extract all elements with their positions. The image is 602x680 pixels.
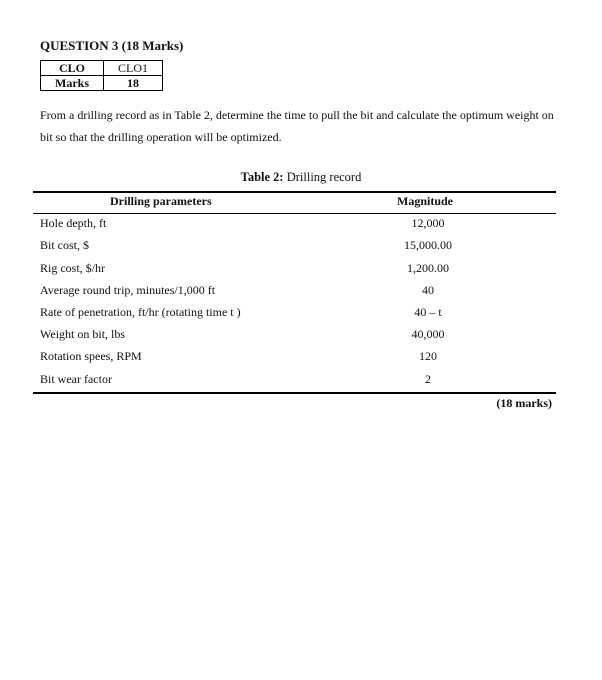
table-row xyxy=(40,348,540,364)
row-parameter: Rotation spees, RPM xyxy=(40,349,142,363)
row-magnitude: 1,200.00 xyxy=(407,261,449,275)
table-caption xyxy=(0,170,602,185)
row-parameter: Average round trip, minutes/1,000 ft xyxy=(40,283,216,297)
row-magnitude: 40 xyxy=(422,283,434,297)
table-row xyxy=(40,260,540,276)
clo-header-label: CLO xyxy=(41,61,104,76)
row-magnitude: 2 xyxy=(425,372,431,386)
marks-value: 18 xyxy=(104,76,163,91)
row-magnitude: 12,000 xyxy=(411,216,445,230)
table-bottom-rule xyxy=(33,392,556,394)
table-caption-text: Drilling record xyxy=(283,170,362,184)
table-row xyxy=(40,304,540,320)
table-row xyxy=(40,215,540,231)
row-magnitude: 15,000.00 xyxy=(404,238,452,252)
table-row xyxy=(40,237,540,253)
row-parameter: Bit cost, $ xyxy=(40,238,90,252)
row-parameter: Rate of penetration, ft/hr (rotating time t ) xyxy=(40,305,241,319)
row-parameter: Rig cost, $/hr xyxy=(40,261,105,275)
row-parameter: Bit wear factor xyxy=(40,372,112,386)
question-title: QUESTION 3 (18 Marks) xyxy=(40,38,184,53)
column-header-parameters: Drilling parameters xyxy=(110,194,212,208)
row-magnitude: 40,000 xyxy=(411,327,445,341)
row-magnitude: 40 – t xyxy=(414,305,442,319)
marks-label: Marks xyxy=(41,76,104,91)
row-parameter: Hole depth, ft xyxy=(40,216,107,230)
table-row xyxy=(40,326,540,342)
column-header-magnitude: Magnitude xyxy=(397,194,454,208)
row-parameter: Weight on bit, lbs xyxy=(40,327,126,341)
table-top-rule xyxy=(33,191,556,193)
clo-table xyxy=(40,60,163,91)
table-caption-label: Table 2: xyxy=(240,170,284,184)
clo-header-value: CLO1 xyxy=(104,61,163,76)
total-marks: (18 marks) xyxy=(496,396,552,410)
table-header-rule xyxy=(33,213,556,214)
table-row xyxy=(40,371,540,387)
row-magnitude: 120 xyxy=(419,349,437,363)
table-row xyxy=(40,282,540,298)
question-paragraph: From a drilling record as in Table 2, determine the time to pull the bit and calculate the optimum weight on bit so that the drilling operation will be optimized. xyxy=(40,108,554,144)
